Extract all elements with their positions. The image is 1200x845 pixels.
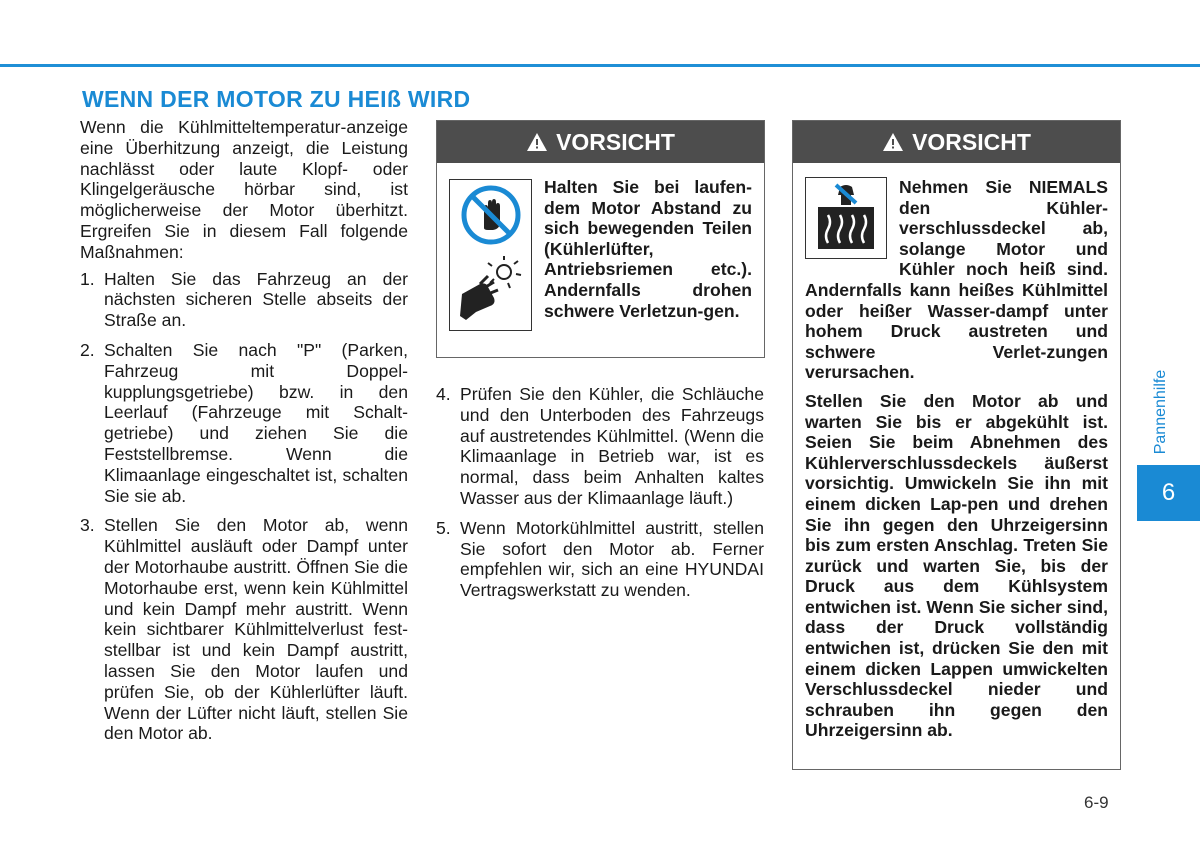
page-number: 6-9 bbox=[1084, 793, 1109, 812]
step-text: Prüfen Sie den Kühler, die Schläuche und den Unterboden des Fahrzeugs auf austretendes Kühlmittel. (Wenn die Klimaanlage in Betrieb war, ist es normal, dass beim Anhalten kaltes Wasser aus der Klimaanlage läuft.) bbox=[460, 384, 764, 508]
caution-text: Halten Sie bei laufen-dem Motor Abstand zu sich bewegenden Teilen (Kühlerlüfter, Antriebsriemen etc.). Andernfalls drohen schwere Verletzun-gen. bbox=[544, 177, 752, 321]
caution-header bbox=[793, 121, 1120, 163]
caution-title: VORSICHT bbox=[556, 128, 675, 155]
warning-triangle-icon bbox=[526, 132, 548, 152]
caution-body bbox=[437, 163, 764, 331]
step-number: 5. bbox=[436, 517, 451, 538]
caution-pictogram bbox=[449, 179, 532, 331]
chapter-side-label bbox=[1146, 362, 1176, 462]
top-rule bbox=[0, 64, 1200, 67]
steps-list-left bbox=[80, 269, 408, 745]
step-number: 1. bbox=[80, 268, 95, 289]
chapter-tab: 6 bbox=[1137, 465, 1200, 521]
hand-near-fan-icon bbox=[458, 254, 524, 324]
caution-text-2: Stellen Sie den Motor ab und warten Sie bis er abgekühlt ist. Seien Sie beim Abnehmen des Kühlerverschlussdeckels äußerst vorsichtig. Umwickeln Sie ihn mit einem dicken Lap-pen und drehen Sie ihn gegen den Uhrzeigersinn bis zum ersten Anschlag. Treten Sie zurück und warten Sie, bis der Druck aus dem Kühlsystem entwichen ist. Wenn Sie sicher sind, dass der Druck vollständig entwichen ist, drücken Sie den mit einem dicken Lappen umwickelten Verschlussdeckel nieder und schrauben ihn gegen den Uhrzeigersinn ab. bbox=[805, 390, 1108, 741]
step-text: Stellen Sie den Motor ab, wenn Kühlmittel ausläuft oder Dampf unter der Motorhaube austritt. Öffnen Sie die Motorhaube erst, wenn kein Kühlmittel und kein Dampf mehr austritt. Wenn kein sichtbarer Kühlmittelverlust fest-stellbar ist und kein Dampf austritt, lassen Sie den Motor laufen und prüfen Sie, ob der Kühlerlüfter läuft. Wenn der Lüfter nicht läuft, stellen Sie den Motor ab. bbox=[104, 515, 408, 744]
steps-list-middle bbox=[436, 384, 764, 601]
step-text: Schalten Sie nach "P" (Parken, Fahrzeug mit Doppel-kupplungsgetriebe) bzw. in den Leerlauf (Fahrzeuge mit Schalt-getriebe) und ziehen Sie die Feststellbremse. Wenn die Klimaanlage eingeschaltet ist, schalten Sie sie ab. bbox=[104, 339, 408, 506]
column-middle bbox=[436, 384, 764, 610]
list-item bbox=[80, 515, 408, 744]
list-item bbox=[80, 269, 408, 331]
caution-pictogram bbox=[805, 177, 887, 259]
caution-text: Nehmen Sie NIEMALS den Kühler-verschlussdeckel ab, solange Motor und Kühler noch heiß sind. Andernfalls kann heißes Kühlmittel oder heißer Wasser-dampf unter hohem Druck austreten und schwere Verlet-zungen verursachen. bbox=[805, 177, 1108, 383]
list-item bbox=[436, 518, 764, 601]
step-text: Wenn Motorkühlmittel austritt, stellen Sie sofort den Motor ab. Ferner empfehlen wir, sich an eine HYUNDAI Vertragswerkstatt zu wenden. bbox=[460, 517, 764, 601]
no-touch-hand-icon bbox=[460, 184, 522, 246]
chapter-side-label-text: Pannenhilfe bbox=[1152, 369, 1169, 455]
intro-paragraph: Wenn die Kühlmitteltemperatur-anzeige eine Überhitzung anzeigt, die Leistung nachlässt oder laute Klopf- oder Klingelgeräusche hörbar sind, ist möglicherweise der Motor überhitzt. Ergreifen Sie in diesem Fall folgende Maßnahmen: bbox=[80, 117, 408, 262]
caution-box-radiator-cap bbox=[792, 120, 1121, 770]
step-number: 3. bbox=[80, 515, 95, 536]
caution-body bbox=[793, 163, 1120, 751]
step-number: 2. bbox=[80, 339, 95, 360]
column-left bbox=[80, 117, 408, 753]
caution-title: VORSICHT bbox=[912, 128, 1031, 155]
list-item bbox=[436, 384, 764, 509]
step-text: Halten Sie das Fahrzeug an der nächsten sicheren Stelle abseits der Straße an. bbox=[104, 268, 408, 331]
list-item bbox=[80, 340, 408, 506]
no-touch-hot-radiator-icon bbox=[810, 181, 882, 255]
step-number: 4. bbox=[436, 384, 451, 404]
caution-box-moving-parts bbox=[436, 120, 765, 358]
section-title: WENN DER MOTOR ZU HEIß WIRD bbox=[82, 86, 471, 112]
caution-header bbox=[437, 121, 764, 163]
warning-triangle-icon bbox=[882, 132, 904, 152]
